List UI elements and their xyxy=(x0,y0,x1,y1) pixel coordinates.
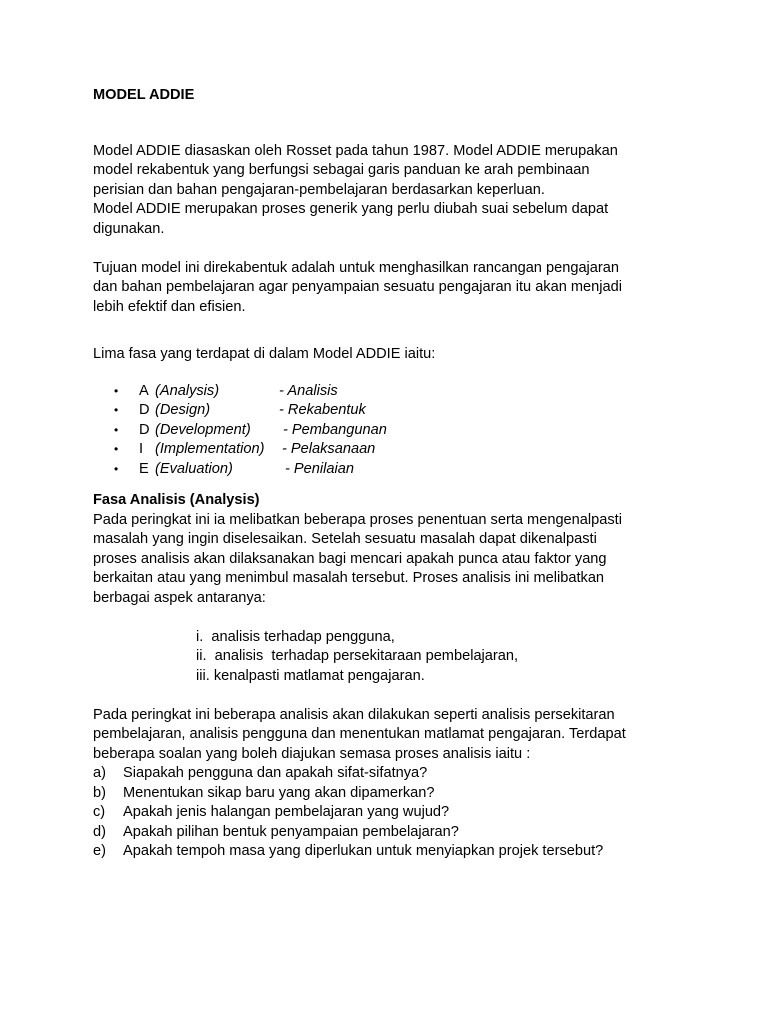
list-item: ii. analisis terhadap persekitaraan pembelajaran, xyxy=(196,648,519,664)
question-label: d) xyxy=(93,823,106,840)
bullet-icon: • xyxy=(114,442,119,456)
text-line: beberapa soalan yang boleh diajukan semasa proses analisis iaitu : xyxy=(93,745,531,762)
bullet-icon: • xyxy=(114,461,119,476)
text-line: Model ADDIE diasaskan oleh Rosset pada tahun 1987. Model ADDIE merupakan xyxy=(93,142,618,159)
list-item xyxy=(93,421,673,441)
intro-paragraph xyxy=(93,142,673,240)
phase-letter: D xyxy=(139,402,150,418)
list-item xyxy=(93,784,673,804)
list-item xyxy=(93,440,673,460)
text-line: dan bahan pembelajaran agar penyampaian sesuatu pengajaran itu akan menjadi xyxy=(93,279,623,295)
list-item xyxy=(93,764,673,784)
phases-intro: Lima fasa yang terdapat di dalam Model ADDIE iaitu: xyxy=(93,346,436,362)
phase-malay: - Analisis xyxy=(279,382,338,399)
text-line: masalah yang ingin diselesaikan. Setelah sesuatu masalah dapat dikenalpasti xyxy=(93,531,597,547)
phase-english: (Analysis) xyxy=(155,382,220,399)
purpose-paragraph xyxy=(93,259,673,318)
text-line: proses analisis akan dilaksanakan bagi mencari apakah punca atau faktor yang xyxy=(93,550,607,567)
question-label: c) xyxy=(93,804,106,820)
question-text: Siapakah pengguna dan apakah sifat-sifatnya? xyxy=(123,765,428,781)
phase-english: (Implementation) xyxy=(155,441,265,457)
question-text: Apakah pilihan bentuk penyampaian pembelajaran? xyxy=(123,823,459,840)
question-label: b) xyxy=(93,784,106,801)
question-text: Apakah jenis halangan pembelajaran yang wujud? xyxy=(123,804,450,820)
text-line: digunakan. xyxy=(93,220,165,237)
list-item xyxy=(93,842,673,862)
phase-english: (Design) xyxy=(155,402,211,418)
text-line: berbagai aspek antaranya: xyxy=(93,589,266,606)
document-page xyxy=(93,86,673,862)
question-text: Apakah tempoh masa yang diperlukan untuk menyiapkan projek tersebut? xyxy=(123,843,604,859)
phase-malay: - Rekabentuk xyxy=(279,402,366,418)
bullet-icon: • xyxy=(114,403,119,417)
analysis-heading: Fasa Analisis (Analysis) xyxy=(93,492,260,508)
phase-letter: D xyxy=(139,421,150,438)
analysis-paragraph-2 xyxy=(93,706,673,765)
phase-malay: - Penilaian xyxy=(285,460,354,477)
document-title: MODEL ADDIE xyxy=(93,87,195,103)
list-item xyxy=(93,823,673,843)
text-line: model rekabentuk yang berfungsi sebagai garis panduan ke arah pembinaan xyxy=(93,162,590,178)
question-label: e) xyxy=(93,843,106,859)
list-item xyxy=(93,803,673,823)
text-line: Model ADDIE merupakan proses generik yang perlu diubah suai sebelum dapat xyxy=(93,201,609,217)
text-line: Pada peringkat ini beberapa analisis akan dilakukan seperti analisis persekitaran xyxy=(93,706,615,723)
phase-malay: - Pelaksanaan xyxy=(282,441,376,457)
phase-letter: A xyxy=(139,382,149,399)
aspects-list xyxy=(93,628,673,687)
phase-letter: E xyxy=(139,460,149,477)
text-line: lebih efektif dan efisien. xyxy=(93,298,246,315)
phase-letter: I xyxy=(139,441,144,457)
text-line: berkaitan atau yang menimbul masalah tersebut. Proses analisis ini melibatkan xyxy=(93,570,605,586)
list-item xyxy=(93,401,673,421)
analysis-paragraph xyxy=(93,511,673,609)
text-line: Tujuan model ini direkabentuk adalah untuk menghasilkan rancangan pengajaran xyxy=(93,259,620,276)
text-line: perisian dan bahan pengajaran-pembelajaran berdasarkan keperluan. xyxy=(93,181,545,198)
list-item: i. analisis terhadap pengguna, xyxy=(196,628,395,645)
phase-malay: - Pembangunan xyxy=(283,421,387,438)
phase-english: (Development) xyxy=(155,421,251,438)
phases-list xyxy=(93,382,673,480)
list-item xyxy=(93,460,673,480)
question-text: Menentukan sikap baru yang akan dipamerkan? xyxy=(123,784,435,801)
bullet-icon: • xyxy=(114,422,119,437)
phase-english: (Evaluation) xyxy=(155,460,233,477)
questions-list xyxy=(93,764,673,862)
question-label: a) xyxy=(93,765,106,781)
text-line: pembelajaran, analisis pengguna dan menentukan matlamat pengajaran. Terdapat xyxy=(93,726,626,742)
text-line: Pada peringkat ini ia melibatkan beberapa proses penentuan serta mengenalpasti xyxy=(93,511,622,528)
list-item xyxy=(93,382,673,402)
bullet-icon: • xyxy=(114,383,119,398)
list-item: iii. kenalpasti matlamat pengajaran. xyxy=(196,667,425,684)
